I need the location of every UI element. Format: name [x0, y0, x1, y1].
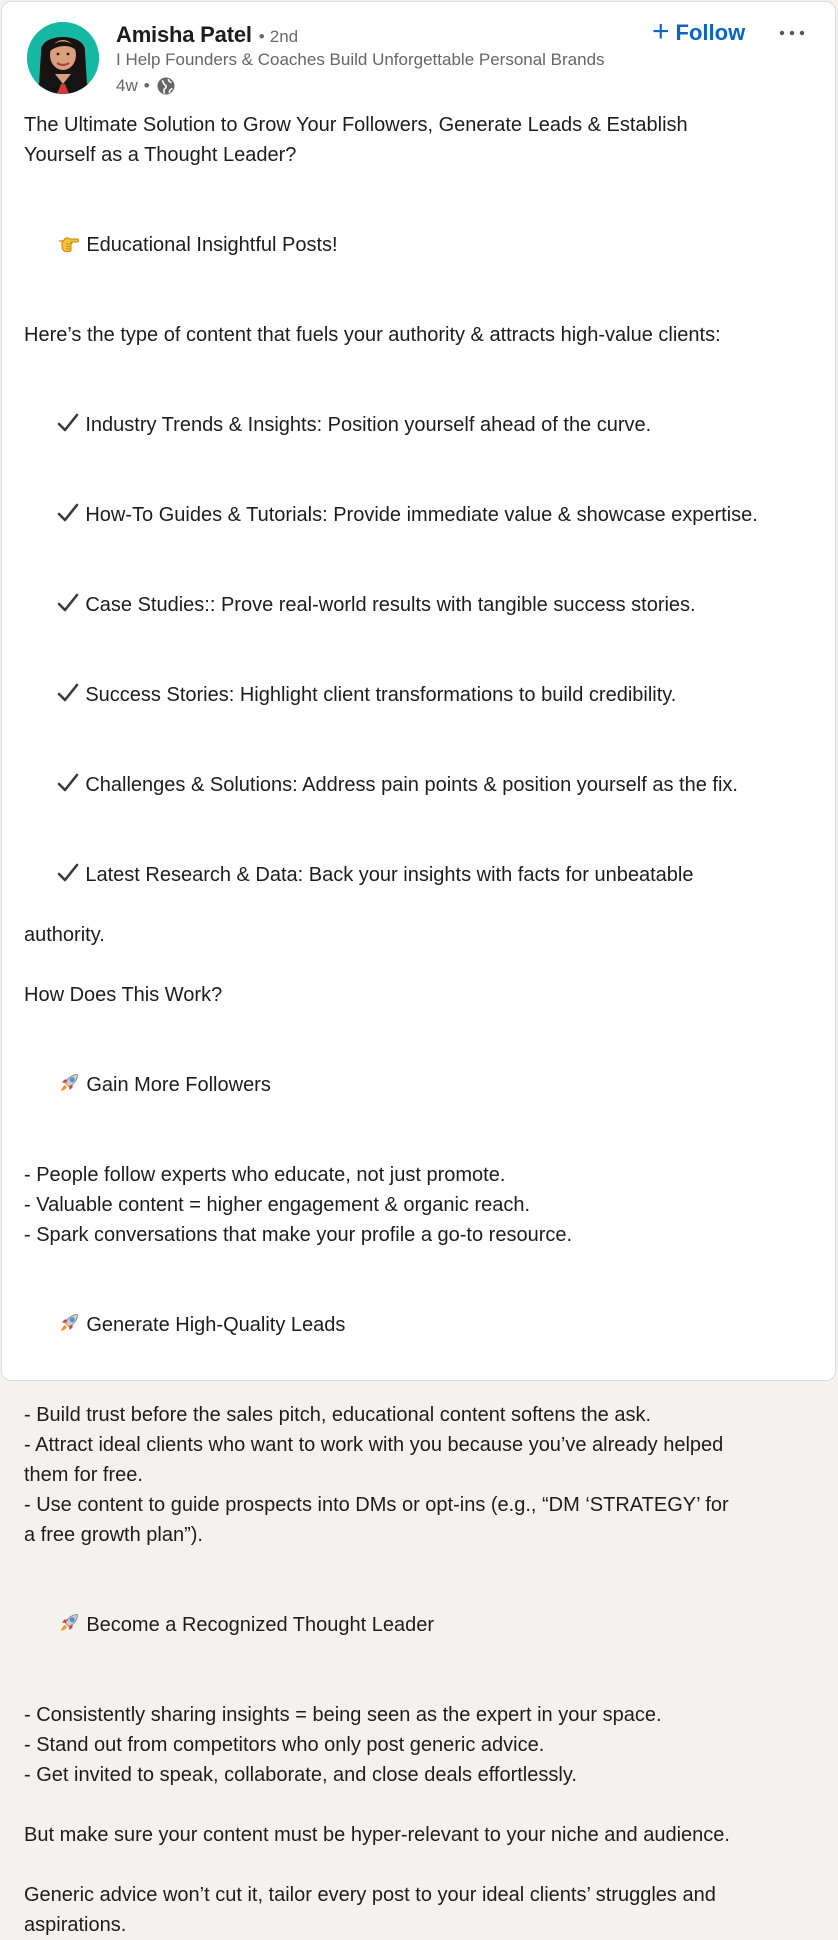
checklist-item: [24, 830, 824, 920]
post-hook-text: Educational Insightful Posts!: [86, 234, 338, 256]
bullet-point: - Build trust before the sales pitch, educational content softens the ask.: [24, 1404, 652, 1426]
how-heading: How Does This Work?: [24, 984, 223, 1006]
post-meta: [116, 74, 176, 98]
bullet-point: - Valuable content = higher engagement & organic reach.: [24, 1194, 531, 1216]
check-mark-icon: [57, 592, 79, 614]
checklist-item-text: Latest Research & Data: Back your insights with facts for unbeatable: [85, 864, 694, 886]
checklist-item: [24, 470, 824, 560]
post-body: [24, 110, 824, 1940]
checklist-item-text: Success Stories: Highlight client transformations to build credibility.: [85, 684, 677, 706]
bullet-point: - Spark conversations that make your profile a go-to resource.: [24, 1224, 573, 1246]
more-options-button[interactable]: [772, 16, 812, 50]
blank-line: [24, 1790, 824, 1820]
connection-degree: 2nd: [269, 27, 299, 46]
post-age[interactable]: 4w: [116, 76, 138, 95]
closing-line: Generic advice won’t cut it, tailor every post to your ideal clients’ struggles and: [24, 1884, 716, 1906]
check-mark-icon: [57, 502, 79, 524]
globe-icon: [156, 76, 176, 96]
rocket-icon: [57, 1071, 81, 1095]
rocket-icon: [57, 1611, 81, 1635]
section-title-text: Gain More Followers: [86, 1074, 271, 1096]
closing-line: aspirations.: [24, 1914, 127, 1936]
bullet-point: - Get invited to speak, collaborate, and close deals effortlessly.: [24, 1764, 577, 1786]
check-mark-icon: [57, 412, 79, 434]
bullet-point: - Attract ideal clients who want to work with you because you’ve already helped: [24, 1434, 724, 1456]
blank-line: [24, 350, 824, 380]
author-name-row: [116, 22, 298, 52]
checklist-item-text: Case Studies:: Prove real-world results with tangible success stories.: [85, 594, 696, 616]
blank-line: [24, 950, 824, 980]
post-header: [2, 2, 835, 107]
post-card: [1, 1, 836, 1936]
bullet-point-wrap: a free growth plan”).: [24, 1524, 203, 1546]
post-lead-in: Here’s the type of content that fuels your authority & attracts high-value clients:: [24, 324, 721, 346]
pointing-hand-icon: [57, 231, 81, 255]
author-headline[interactable]: I Help Founders & Coaches Build Unforgettable Personal Brands: [116, 50, 605, 69]
follow-label: Follow: [675, 20, 746, 45]
checklist-item: [24, 740, 824, 830]
checklist-item-text: Industry Trends & Insights: Position yourself ahead of the curve.: [85, 414, 652, 436]
check-mark-icon: [57, 682, 79, 704]
bullet-point: - Stand out from competitors who only post generic advice.: [24, 1734, 545, 1756]
section-title: [24, 1580, 824, 1670]
more-horizontal-icon: [779, 29, 805, 37]
section-title: [24, 1040, 824, 1130]
blank-line: [24, 1670, 824, 1700]
blank-line: [24, 1130, 824, 1160]
blank-line: [24, 1010, 824, 1040]
bullet-point: - Use content to guide prospects into DMs or opt-ins (e.g., “DM ‘STRATEGY’ for: [24, 1494, 729, 1516]
rocket-icon: [57, 1311, 81, 1335]
section-title-text: Become a Recognized Thought Leader: [86, 1614, 434, 1636]
checklist-item: [24, 560, 824, 650]
bullet-point-wrap: them for free.: [24, 1464, 143, 1486]
post-intro-line: Yourself as a Thought Leader?: [24, 144, 297, 166]
bullet-point: - People follow experts who educate, not just promote.: [24, 1164, 506, 1186]
checklist-item: [24, 650, 824, 740]
post-hook: [24, 200, 824, 290]
blank-line: [24, 170, 824, 200]
section-title: [24, 1280, 824, 1370]
checklist-item-text: How-To Guides & Tutorials: Provide immediate value & showcase expertise.: [85, 504, 758, 526]
plus-icon: +: [652, 14, 670, 48]
author-name[interactable]: Amisha Patel: [116, 22, 252, 47]
checklist-item: [24, 380, 824, 470]
check-mark-icon: [57, 772, 79, 794]
bullet-point: - Consistently sharing insights = being seen as the expert in your space.: [24, 1704, 662, 1726]
avatar-portrait-icon: [27, 22, 99, 94]
blank-line: [24, 290, 824, 320]
blank-line: [24, 1250, 824, 1280]
checklist-wrap-line: authority.: [24, 924, 105, 946]
blank-line: [24, 1550, 824, 1580]
name-separator: •: [258, 27, 265, 46]
closing-line: But make sure your content must be hyper-relevant to your niche and audience.: [24, 1824, 730, 1846]
follow-button[interactable]: [642, 16, 755, 50]
meta-separator: •: [143, 76, 150, 95]
section-title-text: Generate High-Quality Leads: [86, 1314, 346, 1336]
checklist-item-text: Challenges & Solutions: Address pain points & position yourself as the fix.: [85, 774, 738, 796]
blank-line: [24, 1850, 824, 1880]
blank-line: [24, 1370, 824, 1400]
avatar[interactable]: [27, 22, 99, 94]
check-mark-icon: [57, 862, 79, 884]
post-intro-line: The Ultimate Solution to Grow Your Followers, Generate Leads & Establish: [24, 114, 688, 136]
